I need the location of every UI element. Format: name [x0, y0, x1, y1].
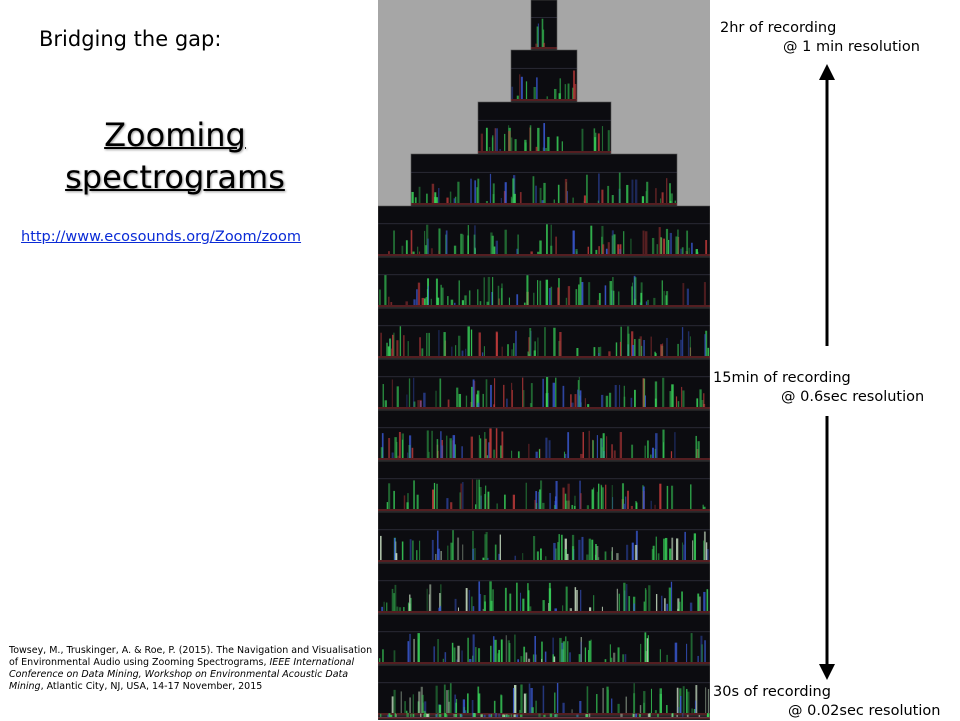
slide-title — [40, 114, 310, 198]
title-line-2: spectrograms — [65, 158, 285, 196]
ecosounds-link[interactable]: http://www.ecosounds.org/Zoom/zoom — [21, 229, 302, 245]
level-label-2hr — [720, 19, 920, 57]
reference-citation — [9, 645, 374, 693]
spectrogram-tile — [378, 512, 710, 563]
level-2hr-line-1: 2hr of recording — [720, 20, 837, 36]
up-arrow-icon — [812, 62, 842, 348]
level-15min-line-2: @ 0.6sec resolution — [781, 389, 925, 405]
title-line-1: Zooming — [104, 116, 246, 154]
down-arrow-icon — [812, 414, 842, 682]
level-30s-line-2: @ 0.02sec resolution — [788, 703, 941, 719]
reference-part-2: , Atlantic City, NJ, USA, 14-17 November, 2015 — [40, 681, 263, 692]
zooming-spectrogram-pyramid — [378, 0, 710, 720]
spectrogram-tile — [378, 359, 710, 410]
level-label-15min — [713, 369, 924, 407]
level-15min-line-1: 15min of recording — [713, 370, 851, 386]
slide-heading: Bridging the gap: — [39, 27, 222, 51]
level-label-30s — [713, 683, 940, 721]
reference-venue: IEEE International Conference on Data Mining, Workshop on Environmental Acoustic Data Mining — [9, 657, 355, 692]
reference-part-1: Towsey, M., Truskinger, A. & Roe, P. (2015). The Navigation and Visualisation of Environmental Audio using Zooming Spectrograms, — [9, 645, 373, 668]
level-2hr-line-2: @ 1 min resolution — [783, 39, 920, 55]
level-30s-line-1: 30s of recording — [713, 684, 831, 700]
